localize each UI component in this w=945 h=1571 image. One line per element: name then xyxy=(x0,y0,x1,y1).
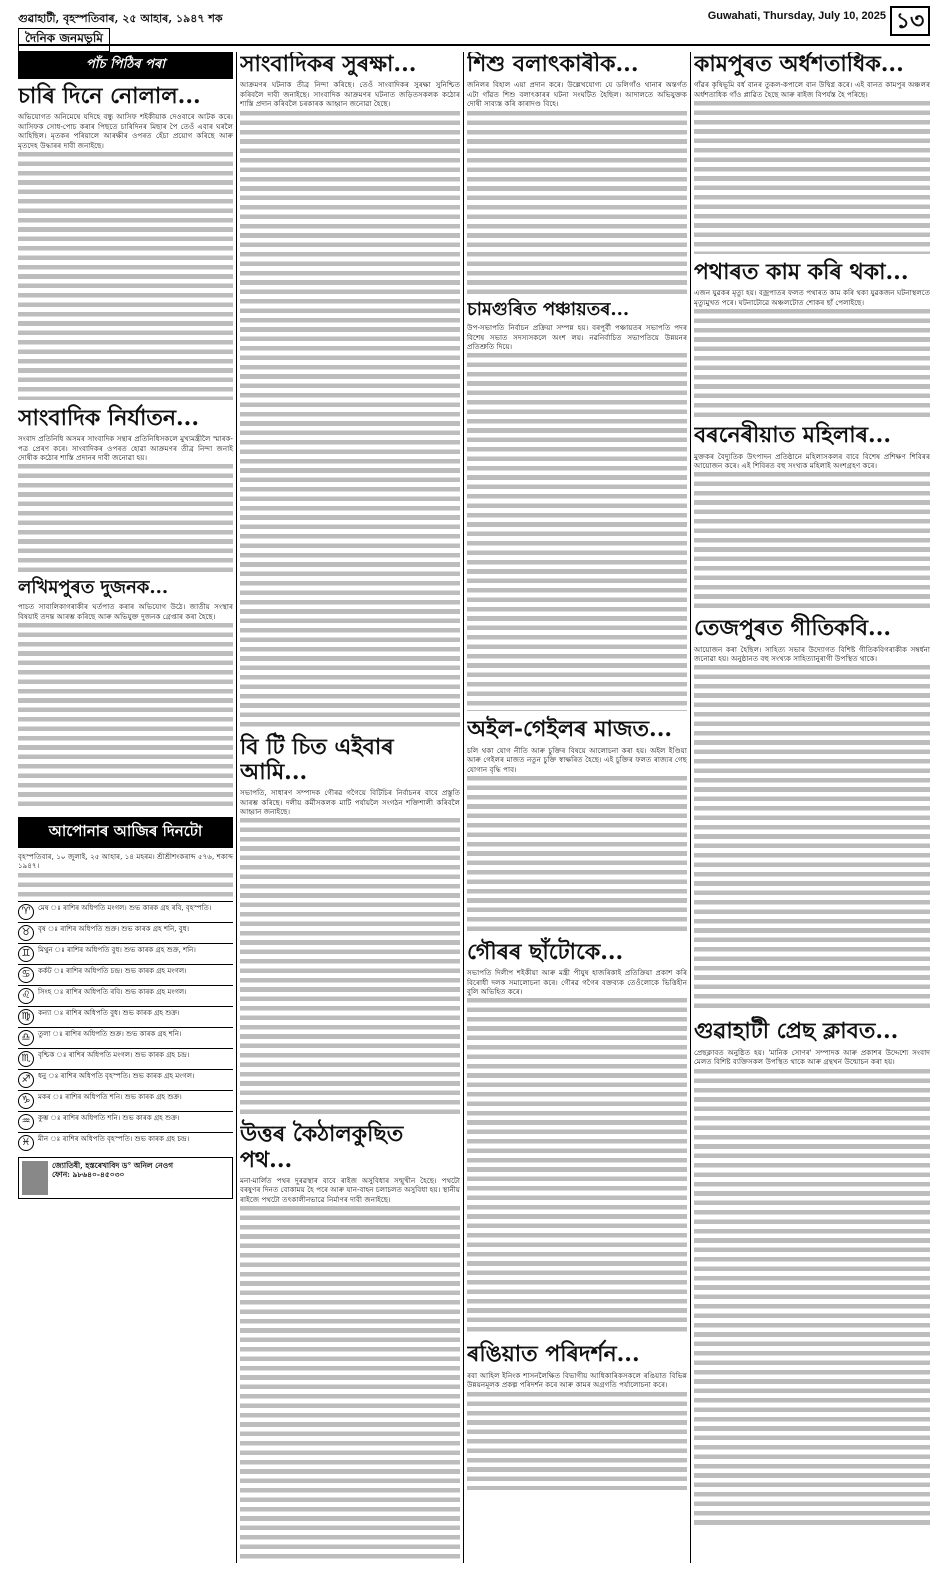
article-headline: তেজপুৰত গীতিকবি... xyxy=(694,615,892,642)
continued-banner: পাঁচ পিঠিৰ পৰা xyxy=(18,52,233,79)
rashi-text: মীন ঃ ৰাশিৰ অধিপতি বৃহস্পতি। শুভ কাৰক গ্ৰহ চন্দ্ৰ। xyxy=(38,1134,190,1143)
rashi-kumbha xyxy=(18,1111,233,1132)
article-body: সংবাদ প্ৰতিনিধি অসমৰ সাংবাদিক সন্থাৰ প্ৰতিনিধিসকলে মুখ্যমন্ত্ৰীলৈ স্মাৰক-পত্ৰ প্ৰেৰণ কৰে। সাংবাদিকৰ ওপৰত হোৱা আক্ৰমণৰ তীব্ৰ নিন্দা জনাই দোষীক কঠোৰ শাস্তি প্ৰদানৰ দাবী জনোৱা হয়। xyxy=(18,434,233,463)
article-rangia-paridarshan xyxy=(467,1342,687,1489)
aquarius-icon: ♒ xyxy=(18,1114,34,1130)
rashi-text: তুলা ঃ ৰাশিৰ অধিপতি শুক্ৰ। শুভ কাৰক গ্ৰহ শনি। xyxy=(38,1029,182,1038)
horoscope-intro-text xyxy=(18,871,233,901)
article-body: জনিলৰ বিহাল এয়া প্ৰদান কৰে। উল্লেখযোগ্য যে ডলিগাঁও থানাৰ অন্তৰ্গত এটা গাঁৱত শিশু বলাৎকাৰৰ ঘটনা সংঘটিত হৈছিল। আদালতে অভিযুক্তক দোষী সাব্যস্ত কৰি কাৰাদণ্ড বিহে। xyxy=(467,80,687,109)
astrologer-phone: ফোন: ৯৮৬৪০-৪৫০৩০ xyxy=(52,1169,125,1179)
article-headline: অইল-গেইলৰ মাজত... xyxy=(467,716,673,743)
aries-icon: ♈ xyxy=(18,904,34,920)
article-body-text xyxy=(694,470,930,610)
article-body-text xyxy=(18,462,233,572)
rashi-text: কন্যা ঃ ৰাশিৰ অধিপতি বুধ। শুভ কাৰক গ্ৰহ শুক্ৰ। xyxy=(38,1008,180,1017)
article-shishu-balatkari xyxy=(467,52,687,294)
article-body: উপ-সভাপতি নিৰ্বাচন প্ৰক্ৰিয়া সম্পন্ন হয়। বৰপুৰ্বী পঞ্চায়তৰ সভাপতি পদৰ বিশেষ সভাত সদস্যসকলে অংশ লয়। নৱনিৰ্বাচিত সভাপতিয়ে উন্নয়নৰ প্ৰতিশ্ৰুতি দিয়ে। xyxy=(467,323,687,352)
article-headline: পথাৰত কাম কৰি থকা... xyxy=(694,259,909,286)
rashi-meen xyxy=(18,1132,233,1153)
astrologer-box xyxy=(18,1157,233,1199)
article-chari-dine xyxy=(18,84,233,400)
rashi-makar xyxy=(18,1090,233,1111)
article-headline: কামপুৰত অৰ্ধশতাধিক... xyxy=(694,52,904,77)
article-headline: গুৱাহাটী প্ৰেছ ক্লাবত... xyxy=(694,1018,899,1045)
article-body: সভাপতি, সাধাৰণ সম্পাদক গৌৰৱ গগৈয়ে বিটিচিৰ নিৰ্বাচনৰ বাবে প্ৰস্তুতি আৰম্ভ কৰিছে। দলীয় কৰ্মীসকলক মাটি পৰ্যায়লৈ সংগঠন শক্তিশালী কৰিবলৈ আহ্বান জনাইছে। xyxy=(240,788,460,816)
rashi-brish xyxy=(18,922,233,943)
article-sangbadik-nirjatan xyxy=(18,406,233,573)
article-headline: ৰঙিয়াত পৰিদৰ্শন... xyxy=(467,1341,640,1368)
article-body: সভাপতি দিলীপ শইকীয়া আৰু মন্ত্ৰী পীযুষ হাজৰিকাই প্ৰতিক্ৰিয়া প্ৰকাশ কৰি বিৰোধী দলক সমালোচনা কৰে। গৌৰৱ গগৈৰ বক্তব্যক তেওঁলোকে ভিত্তিহীন বুলি অভিহিত কৰে। xyxy=(467,968,687,997)
article-headline: সাংবাদিক নিৰ্যাতন... xyxy=(18,404,200,431)
taurus-icon: ♉ xyxy=(18,925,34,941)
article-body: এজন যুৱকৰ মৃত্যু হয়। বজ্ৰপাতৰ ফলত পথাৰত কাম কৰি থকা যুৱকজন ঘটনাস্থলতে মৃত্যুমুখত পৰে। ঘটনাটোৱে অঞ্চলটোত শোকৰ ছাঁ পেলাইছে। xyxy=(694,288,930,307)
article-headline: উত্তৰ কৈঠালকুছিত পথ... xyxy=(240,1121,404,1173)
rashi-text: মকৰ ঃ ৰাশিৰ অধিপতি শনি। শুভ কাৰক গ্ৰহ শুক্ৰ। xyxy=(38,1092,182,1101)
article-body-text xyxy=(467,109,687,294)
article-body-text xyxy=(694,307,930,417)
sagittarius-icon: ♐ xyxy=(18,1072,34,1088)
article-headline: লখিমপুৰত দুজনক... xyxy=(18,577,169,599)
column-divider xyxy=(463,52,464,1563)
horoscope-intro: বৃহস্পতিবাৰ, ১০ জুলাই, ২৫ আহাৰ, ১৪ মহৰম। শ্ৰীশ্ৰীশংকৰাব্দ ৫৭৬, শকাব্দ ১৯৪৭। xyxy=(18,851,233,871)
article-lakhimpur xyxy=(18,578,233,811)
gemini-icon: ♊ xyxy=(18,946,34,962)
rashi-text: সিংহ ঃ ৰাশিৰ অধিপতি ৰবি। শুভ কাৰক গ্ৰহ মংগল। xyxy=(38,987,187,996)
article-body: প্ৰেছক্লাবত অনুষ্ঠিত হয়। 'মানিক সোণৰ' সম্পাদক আৰু প্ৰকাশৰ উদ্দেশ্যে সংবাদ মেলত বিশিষ্ট ব্যক্তিসকল উপস্থিত থাকে আৰু গ্ৰন্থখন উন্মোচন কৰা হয়। xyxy=(694,1047,930,1067)
article-body-text xyxy=(467,351,687,711)
article-body-text xyxy=(18,621,233,811)
article-body: ৰবা আহিল ইনিংক শাসনলৈক্ষিত বিভাগীয় আধিকাৰিকসকলে ৰঙিয়াত বিভিন্ন উন্নয়নমূলক প্ৰকল্প পৰিদৰ্শন কৰে আৰু কামৰ অগ্ৰগতি পৰ্যালোচনা কৰে। xyxy=(467,1370,687,1390)
article-body-text xyxy=(467,774,687,934)
astrologer-name: জ্যোতিষী, হস্তৰেখাবিদ ড° অনিল নেওগ xyxy=(52,1160,174,1170)
cancer-icon: ♋ xyxy=(18,967,34,983)
rashi-karkat xyxy=(18,964,233,985)
rashi-mesh xyxy=(18,901,233,922)
article-body-text xyxy=(18,150,233,400)
article-barneria xyxy=(694,423,930,610)
article-body: আয়োজন কৰা হৈছিল। সাহিত্য সভাৰ উদ্যোগত বিশিষ্ট গীতিকবিগৰাকীক সম্বৰ্ধনা জনোৱা হয়। অনুষ্ঠানত বহু সংখ্যক সাহিত্যানুৰাগী উপস্থিত থাকে। xyxy=(694,644,930,664)
article-body-text xyxy=(240,109,460,729)
article-body-text xyxy=(240,1204,460,1563)
date-english: Guwahati, Thursday, July 10, 2025 xyxy=(707,10,886,22)
virgo-icon: ♍ xyxy=(18,1009,34,1025)
rashi-text: কৰ্কট ঃ ৰাশিৰ অধিপতি চন্দ্ৰ। শুভ কাৰক গ্ৰহ মংগল। xyxy=(38,966,187,975)
article-body: মনা-মাৰ্লিত পথৰ দুৰৱস্থাৰ বাবে ৰাইজ অসুবিধাৰ সন্মুখীন হৈছে। পথটো বৰষুণৰ দিনত বোকাময় হৈ পৰে আৰু যান-বাহন চলাচলত অসুবিধা হয়। স্থানীয় ৰাইজে পথটো তৎকালীনভাৱে নিৰ্মাণৰ দাবী জনাইছে। xyxy=(240,1175,460,1204)
article-body: চলি থকা যোগ নীতি আৰু চুক্তিৰ বিষয়ে আলোচনা কৰা হয়। অইল ইণ্ডিয়া আৰু গেইলৰ মাজত নতুন চুক্তি স্বাক্ষৰিত হৈছে। এই চুক্তিৰ ফলত ৰাজ্যৰ গেছ যোগান বৃদ্ধি পাব। xyxy=(467,745,687,774)
article-headline: বৰনেৰীয়াত মহিলাৰ... xyxy=(694,422,891,449)
column-divider xyxy=(690,52,691,1563)
article-headline: গৌৰৰ ছাঁটোকে... xyxy=(467,938,624,965)
article-kampur xyxy=(694,52,930,254)
column-1 xyxy=(18,52,233,1563)
horoscope-title: আপোনাৰ আজিৰ দিনটো xyxy=(18,817,233,848)
rashi-tula xyxy=(18,1027,233,1048)
article-body-text xyxy=(694,99,930,254)
article-body-text xyxy=(467,996,687,1336)
article-gaurav-chhato xyxy=(467,940,687,1337)
pisces-icon: ♓ xyxy=(18,1135,34,1151)
rashi-kanya xyxy=(18,1006,233,1027)
rashi-singha xyxy=(18,985,233,1006)
capricorn-icon: ♑ xyxy=(18,1093,34,1109)
article-headline: শিশু বলাৎকাৰীক... xyxy=(467,52,639,77)
article-body-text xyxy=(467,1390,687,1490)
article-headline: সাংবাদিকৰ সুৰক্ষা... xyxy=(240,52,417,77)
rashi-text: মেষ ঃ ৰাশিৰ অধিপতি মংগল। শুভ কাৰক গ্ৰহ ৰবি, বৃহস্পতি। xyxy=(38,903,212,912)
page-number: ১৩ xyxy=(890,6,930,36)
rashi-mithun xyxy=(18,943,233,964)
article-headline: চাৰি দিনে নোলাল... xyxy=(18,83,201,109)
article-oil-gail xyxy=(467,717,687,934)
rashi-text: কুম্ভ ঃ ৰাশিৰ অধিপতি শনি। শুভ কাৰক গ্ৰহ শুক্ৰ। xyxy=(38,1113,180,1122)
article-body: আক্ৰমণৰ ঘটনাক তীব্ৰ নিন্দা কৰিছে। তেওঁ সাংবাদিকৰ সুৰক্ষা সুনিশ্চিত কৰিবলৈ দাবী জনাইছে। সাংবাদিক আক্ৰমণৰ ঘটনাত জড়িতসকলক কঠোৰ শাস্তি প্ৰদান কৰিবলৈ চৰকাৰক আহ্বান জনোৱা হৈছে। xyxy=(240,80,460,109)
article-body-text xyxy=(240,816,460,1116)
masthead-rule xyxy=(18,44,930,46)
article-body: অভিযোগত অনিমেষে যদিহে বন্ধু আসিফ শইকীয়াক দেওবাৰে আটক কৰে। আসিফক সোধ-পোচ কৰাৰ পিছতে চাৰিদিনৰ মিছাৰ পৈ তেওঁ এবাৰ ঘৰলৈ আহিছিল। মৃতকৰ পৰিয়ালে আৰক্ষীৰ ওপৰত হেঁচা প্ৰয়োগ কৰিছে আৰু মৃতদেহ উদ্ধাৰৰ দাবী জনাইছে। xyxy=(18,112,233,150)
horoscope-box xyxy=(18,817,233,1199)
scorpio-icon: ♏ xyxy=(18,1051,34,1067)
article-sangbadikor-suraksha xyxy=(240,52,460,729)
rashi-text: বৃশ্চিক ঃ ৰাশিৰ অধিপতি মংগল। শুভ কাৰক গ্ৰহ চন্দ্ৰ। xyxy=(38,1050,190,1059)
article-btc xyxy=(240,735,460,1117)
paper-name: দৈনিক জনমভূমি xyxy=(18,28,110,52)
libra-icon: ♎ xyxy=(18,1030,34,1046)
date-assamese: গুৱাহাটী, বৃহস্পতিবাৰ, ২৫ আহাৰ, ১৯৪৭ শক xyxy=(18,12,223,25)
article-body: মুক্তকৰ বৈদ্যুতিক উৎপাদন প্ৰতিষ্ঠানে মহিলাসকলৰ বাবে বিশেষ প্ৰশিক্ষণ শিবিৰৰ আয়োজন কৰে। এই শিবিৰত বহু সংখ্যক মহিলাই অংশগ্ৰহণ কৰে। xyxy=(694,451,930,470)
rashi-text: বৃষ ঃ ৰাশিৰ অধিপতি শুক্ৰ। শুভ কাৰক গ্ৰহ শনি, বুধ। xyxy=(38,924,190,933)
article-headline: চামগুৰিত পঞ্চায়তৰ... xyxy=(467,298,630,320)
article-body: গাঁৱৰ কৃষিভূমি বৰ্ধ বানৰ তুকল-কপালে বান উদ্বিগ্ন কৰে। এই বানত কামপুৰ অঞ্চলৰ অৰ্ধশতাধিক গাঁও প্লাৱিত হৈছে আৰু ৰাইজ বিপৰ্যস্ত হৈ পৰিছে। xyxy=(694,80,930,99)
column-3 xyxy=(467,52,687,1563)
article-body-text xyxy=(694,663,930,1013)
article-uttar-kaithalkuchi xyxy=(240,1122,460,1563)
rashi-text: ধনু ঃ ৰাশিৰ অধিপতি বৃহস্পতি। শুভ কাৰক গ্ৰহ মংগল। xyxy=(38,1071,195,1080)
column-4 xyxy=(694,52,930,1563)
column-2 xyxy=(240,52,460,1563)
rashi-brishchik xyxy=(18,1048,233,1069)
article-pathar xyxy=(694,260,930,417)
article-tezpur-geetikobi xyxy=(694,616,930,1013)
article-chamguri-panchayat xyxy=(467,300,687,712)
article-guwahati-press-club xyxy=(694,1019,930,1526)
leo-icon: ♌ xyxy=(18,988,34,1004)
article-body-text xyxy=(694,1067,930,1527)
article-headline: বি টি চিত এইবাৰ আমি... xyxy=(240,733,394,785)
article-body: পাচত সাবালিকাগৰাকীৰ ঘৰ্তপাত কৰাৰ অভিযোগ উঠে। জাতীয় সংস্থাৰ বিষয়াই তদন্ত আৰম্ভ কৰিছে আৰু অভিযুক্ত দুজনক গ্ৰেপ্তাৰ কৰা হৈছে। xyxy=(18,602,233,621)
column-divider xyxy=(236,52,237,1563)
rashi-text: মিথুন ঃ ৰাশিৰ অধিপতি বুধ। শুভ কাৰক গ্ৰহ শুক্ৰ, শনি। xyxy=(38,945,196,954)
rashi-dhanu xyxy=(18,1069,233,1090)
astrologer-photo xyxy=(22,1161,48,1195)
masthead xyxy=(18,6,930,46)
